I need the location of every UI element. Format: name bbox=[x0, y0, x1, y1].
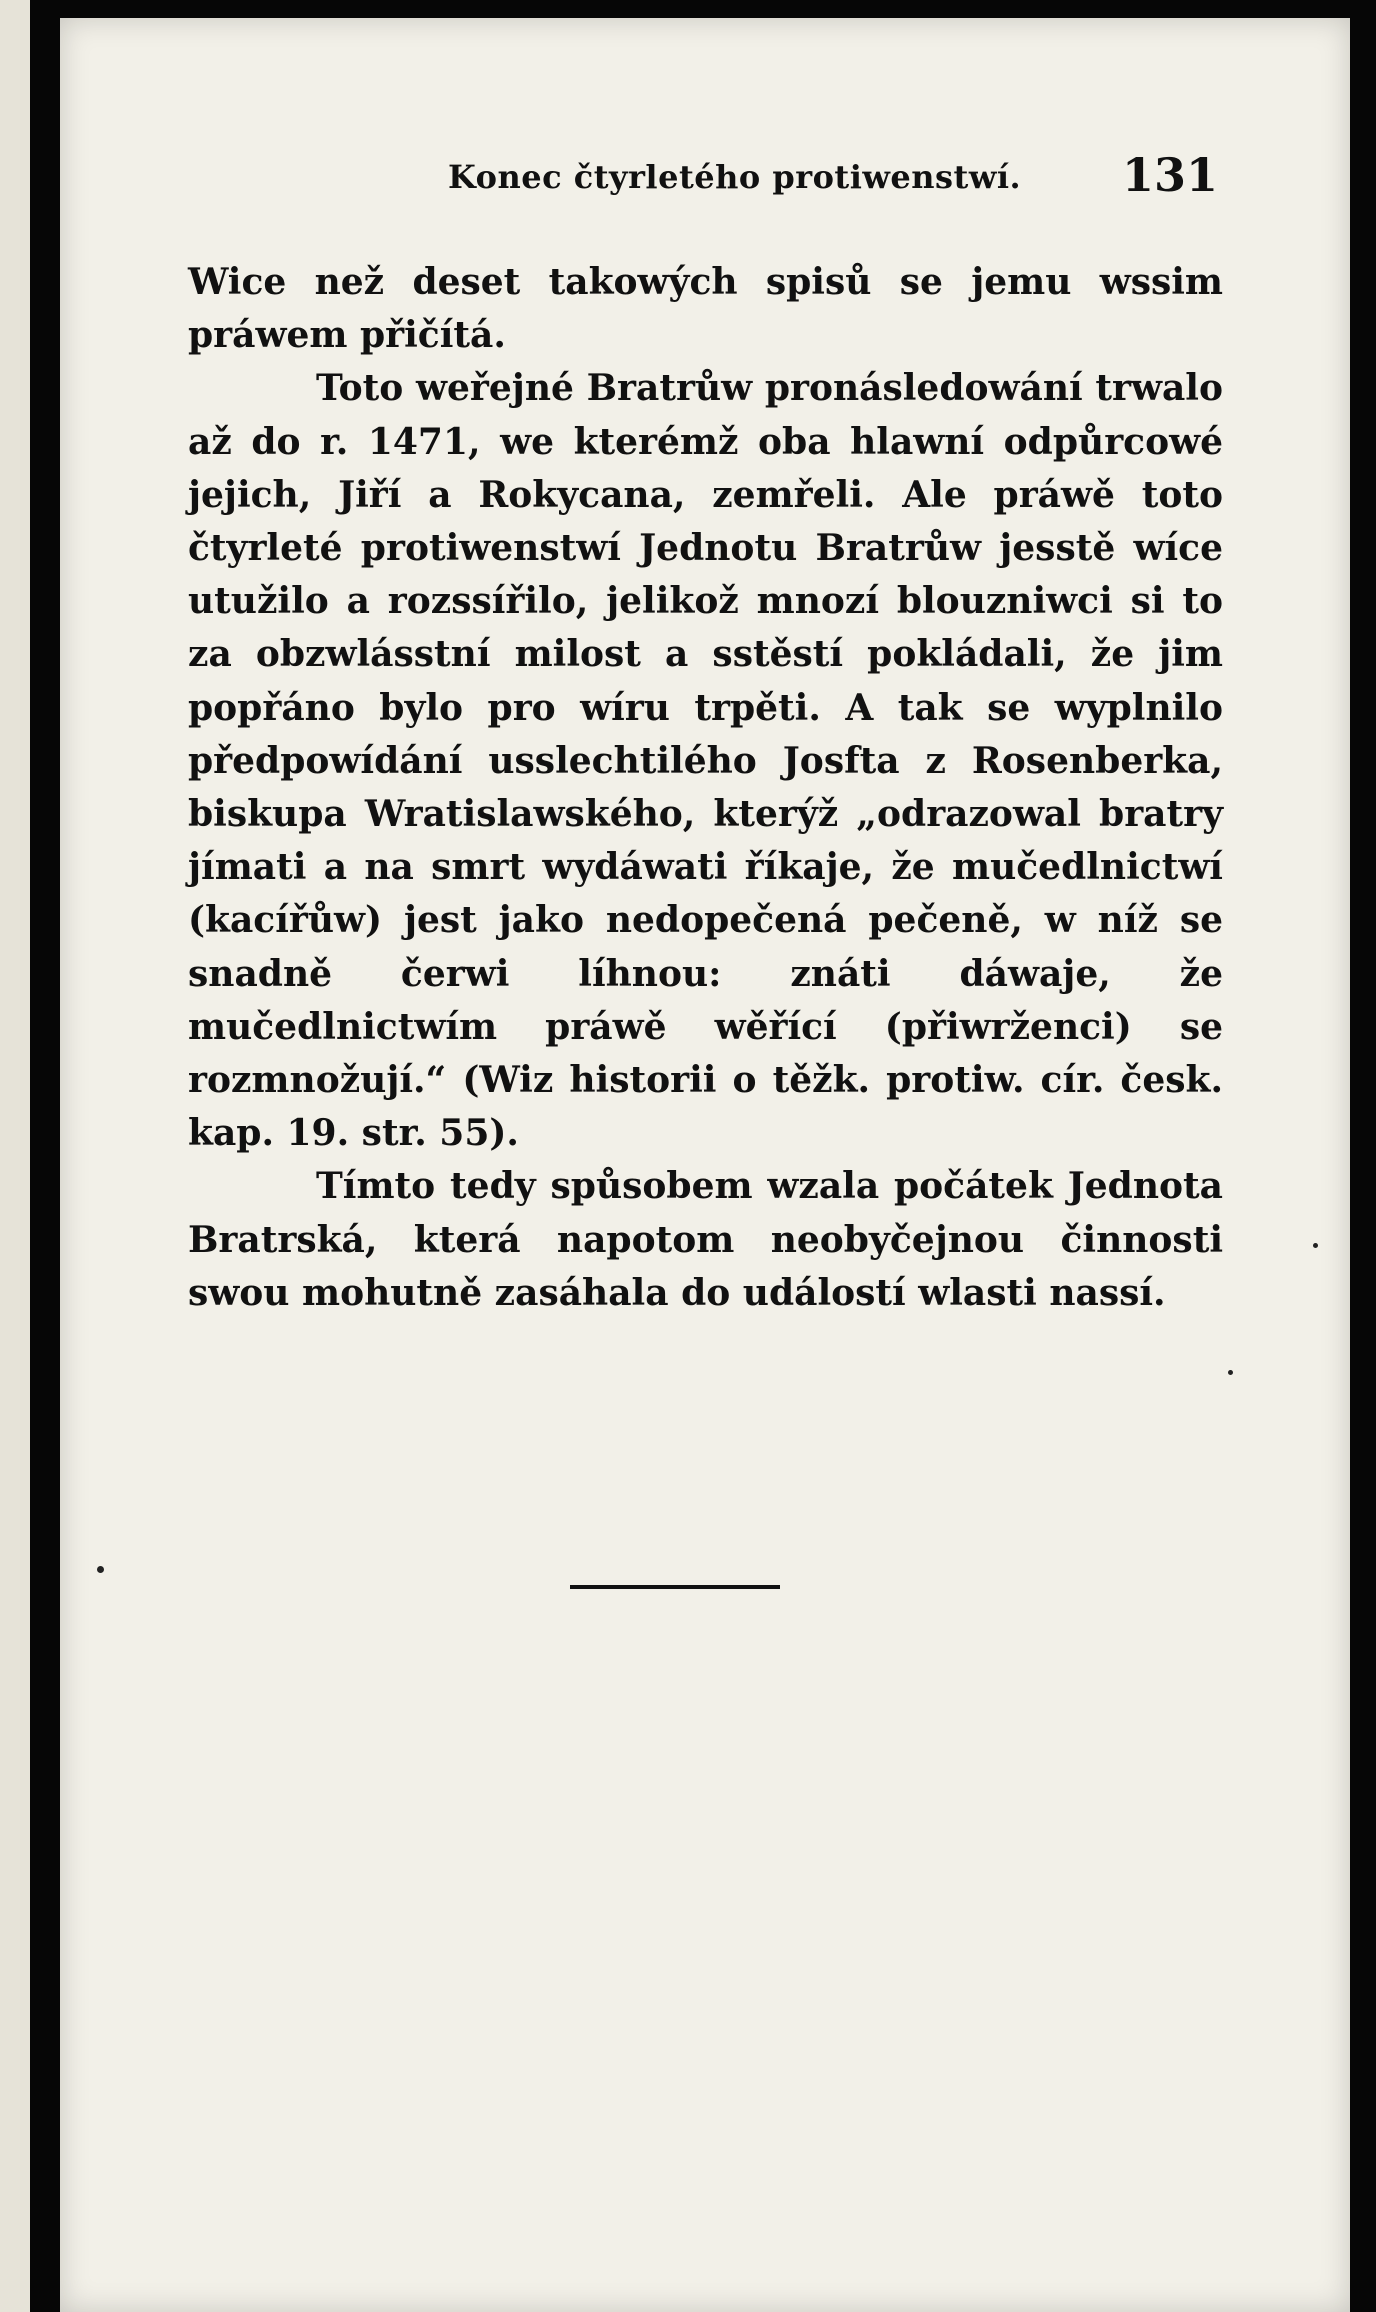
section-end-rule bbox=[570, 1585, 780, 1589]
paragraph-3: Tímto tedy spůsobem wzala počátek Jednota Bratrská, která napotom neobyčejnou činnosti swou mohutně zasáhala do událostí wlasti nassí. bbox=[188, 1165, 1223, 1314]
book-page bbox=[60, 18, 1350, 2312]
print-speck bbox=[1228, 1370, 1233, 1375]
print-speck bbox=[1313, 1243, 1318, 1248]
paragraph-1: Wice než deset takowých spisů se jemu wssim práwem přičítá. bbox=[188, 261, 1223, 357]
paragraph-2: Toto weřejné Bratrůw pronásledowání trwalo až do r. 1471, we kterémž oba hlawní odpůrcowé jejich, Jiří a Rokycana, zemřeli. Ale práwě toto čtyrleté protiwenstwí Jednotu Bratrůw jesstě wíce utužilo a rozssířilo, jelikož mnozí blouzniwci si to za obzwlásstní milost a sstěstí pokládali, že jim popřáno bylo pro wíru trpěti. A tak se wyplnilo předpowídání usslechtilého Josfta z Rosenberka, biskupa Wratislawského, kterýž „odrazowal bratry jímati a na smrt wydáwati říkaje, že mučedlnictwí (kacířůw) jest jako nedopečená pečeně, w níž se snadně čerwi líhnou: znáti dáwaje, že mučedlnictwím práwě wěřící (přiwrženci) se rozmnožují.“ (Wiz historii o těžk. protiw. cír. česk. kap. 19. str. 55). bbox=[188, 367, 1223, 1155]
adjacent-page-edge bbox=[0, 0, 30, 2312]
page-number: 131 bbox=[1121, 148, 1218, 202]
body-text bbox=[188, 256, 1223, 1320]
running-title: Konec čtyrletého protiwenstwí. bbox=[448, 158, 1022, 196]
running-head bbox=[388, 138, 1218, 218]
print-speck bbox=[97, 1566, 104, 1573]
